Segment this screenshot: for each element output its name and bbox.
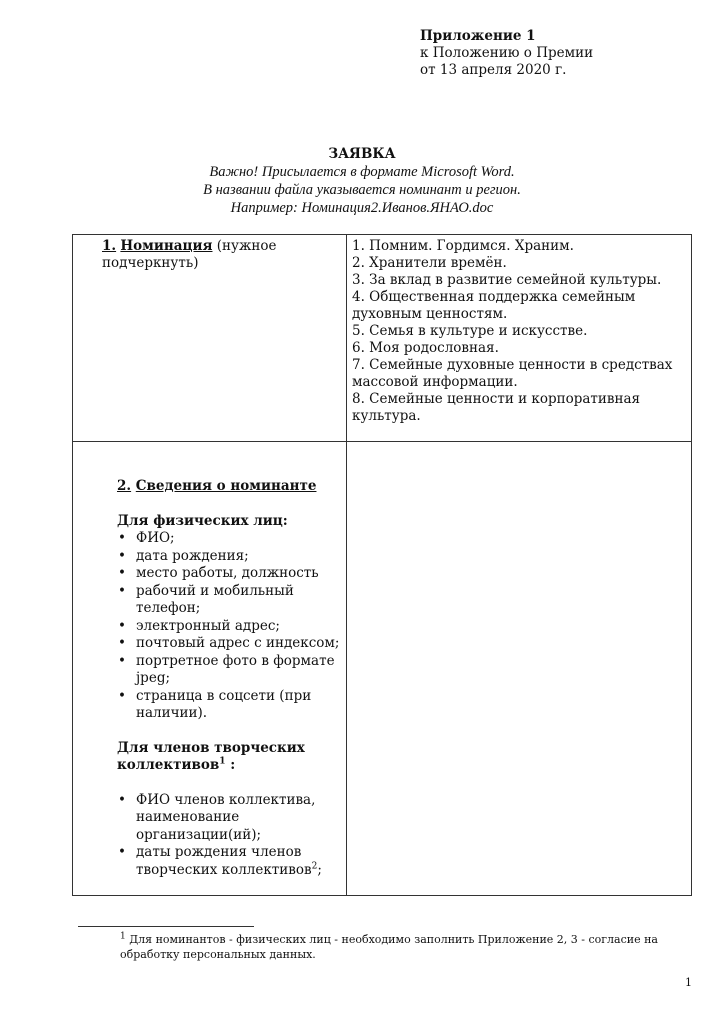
appendix-block xyxy=(420,28,593,79)
list-item: • ФИО; xyxy=(117,530,342,548)
appendix-line-2: к Положению о Премии xyxy=(420,45,594,61)
nominee-title: Сведения о номинанте xyxy=(135,478,317,494)
nomination-option: 1. Помним. Гордимся. Храним. xyxy=(352,238,574,254)
nomination-label-cell xyxy=(102,238,342,272)
footnote-mark: 1 xyxy=(120,931,126,942)
list-item-tail: ; xyxy=(317,861,322,878)
list-item: • страница в соцсети (при наличии). xyxy=(117,688,342,723)
list-item: • почтовый адрес с индексом; xyxy=(117,635,342,653)
nomination-label: Номинация xyxy=(120,238,213,254)
row-number-2: 2. xyxy=(117,478,132,494)
nominee-section-title xyxy=(117,478,342,496)
page-number: 1 xyxy=(685,976,692,989)
individuals-heading: Для физических лиц: xyxy=(117,512,288,529)
nomination-hint: (нужное подчеркнуть) xyxy=(102,238,277,271)
collectives-heading-text: Для членов творческих коллективов xyxy=(117,739,305,773)
note-line-1: Важно! Присылается в формате Microsoft Word. xyxy=(209,164,515,180)
nominee-info-cell xyxy=(117,478,342,879)
nomination-option: 3. За вклад в развитие семейной культуры. xyxy=(352,272,662,288)
list-item: • ФИО членов коллектива, наименование организации(ий); xyxy=(117,792,342,845)
footnote-ref-1[interactable]: 1 xyxy=(219,756,226,767)
list-item: • рабочий и мобильный телефон; xyxy=(117,583,342,618)
list-item xyxy=(117,844,342,879)
note-line-2: В названии файла указывается номинант и регион. xyxy=(203,182,521,198)
nomination-option: 7. Семейные духовные ценности в средствах массовой информации. xyxy=(352,357,673,390)
footnote xyxy=(120,932,700,962)
individuals-list xyxy=(117,530,342,723)
nomination-option: 5. Семья в культуре и искусстве. xyxy=(352,323,588,339)
row-number-1: 1. xyxy=(102,238,117,254)
nomination-option: 4. Общественная поддержка семейным духовным ценностям. xyxy=(352,289,636,322)
appendix-line-3: от 13 апреля 2020 г. xyxy=(420,62,567,78)
application-title: ЗАЯВКА xyxy=(328,146,396,162)
application-table xyxy=(72,234,692,896)
collectives-heading xyxy=(117,740,342,775)
list-item: • дата рождения; xyxy=(117,548,342,566)
column-divider xyxy=(346,235,347,895)
list-item-text: даты рождения членов творческих коллективов xyxy=(136,844,312,878)
footnote-separator xyxy=(78,926,254,927)
list-item: • портретное фото в формате jpeg; xyxy=(117,653,342,688)
list-item: • электронный адрес; xyxy=(117,618,342,636)
footnote-text: Для номинантов - физических лиц - необходимо заполнить Приложение 2, 3 - согласие на обработку персональных данных. xyxy=(120,933,658,961)
nomination-option: 8. Семейные ценности и корпоративная культура. xyxy=(352,391,641,424)
nomination-options-cell xyxy=(352,238,692,425)
list-item: • место работы, должность xyxy=(117,565,342,583)
collectives-list xyxy=(117,792,342,880)
nomination-option: 6. Моя родословная. xyxy=(352,340,499,356)
application-header xyxy=(0,146,724,217)
collectives-heading-tail: : xyxy=(225,757,236,773)
note-line-3: Например: Номинация2.Иванов.ЯНАО.doc xyxy=(230,200,494,216)
nomination-option: 2. Хранители времён. xyxy=(352,255,507,271)
footnote-ref-2[interactable]: 2 xyxy=(311,861,318,871)
row-divider xyxy=(73,441,691,442)
appendix-title: Приложение 1 xyxy=(420,28,536,44)
